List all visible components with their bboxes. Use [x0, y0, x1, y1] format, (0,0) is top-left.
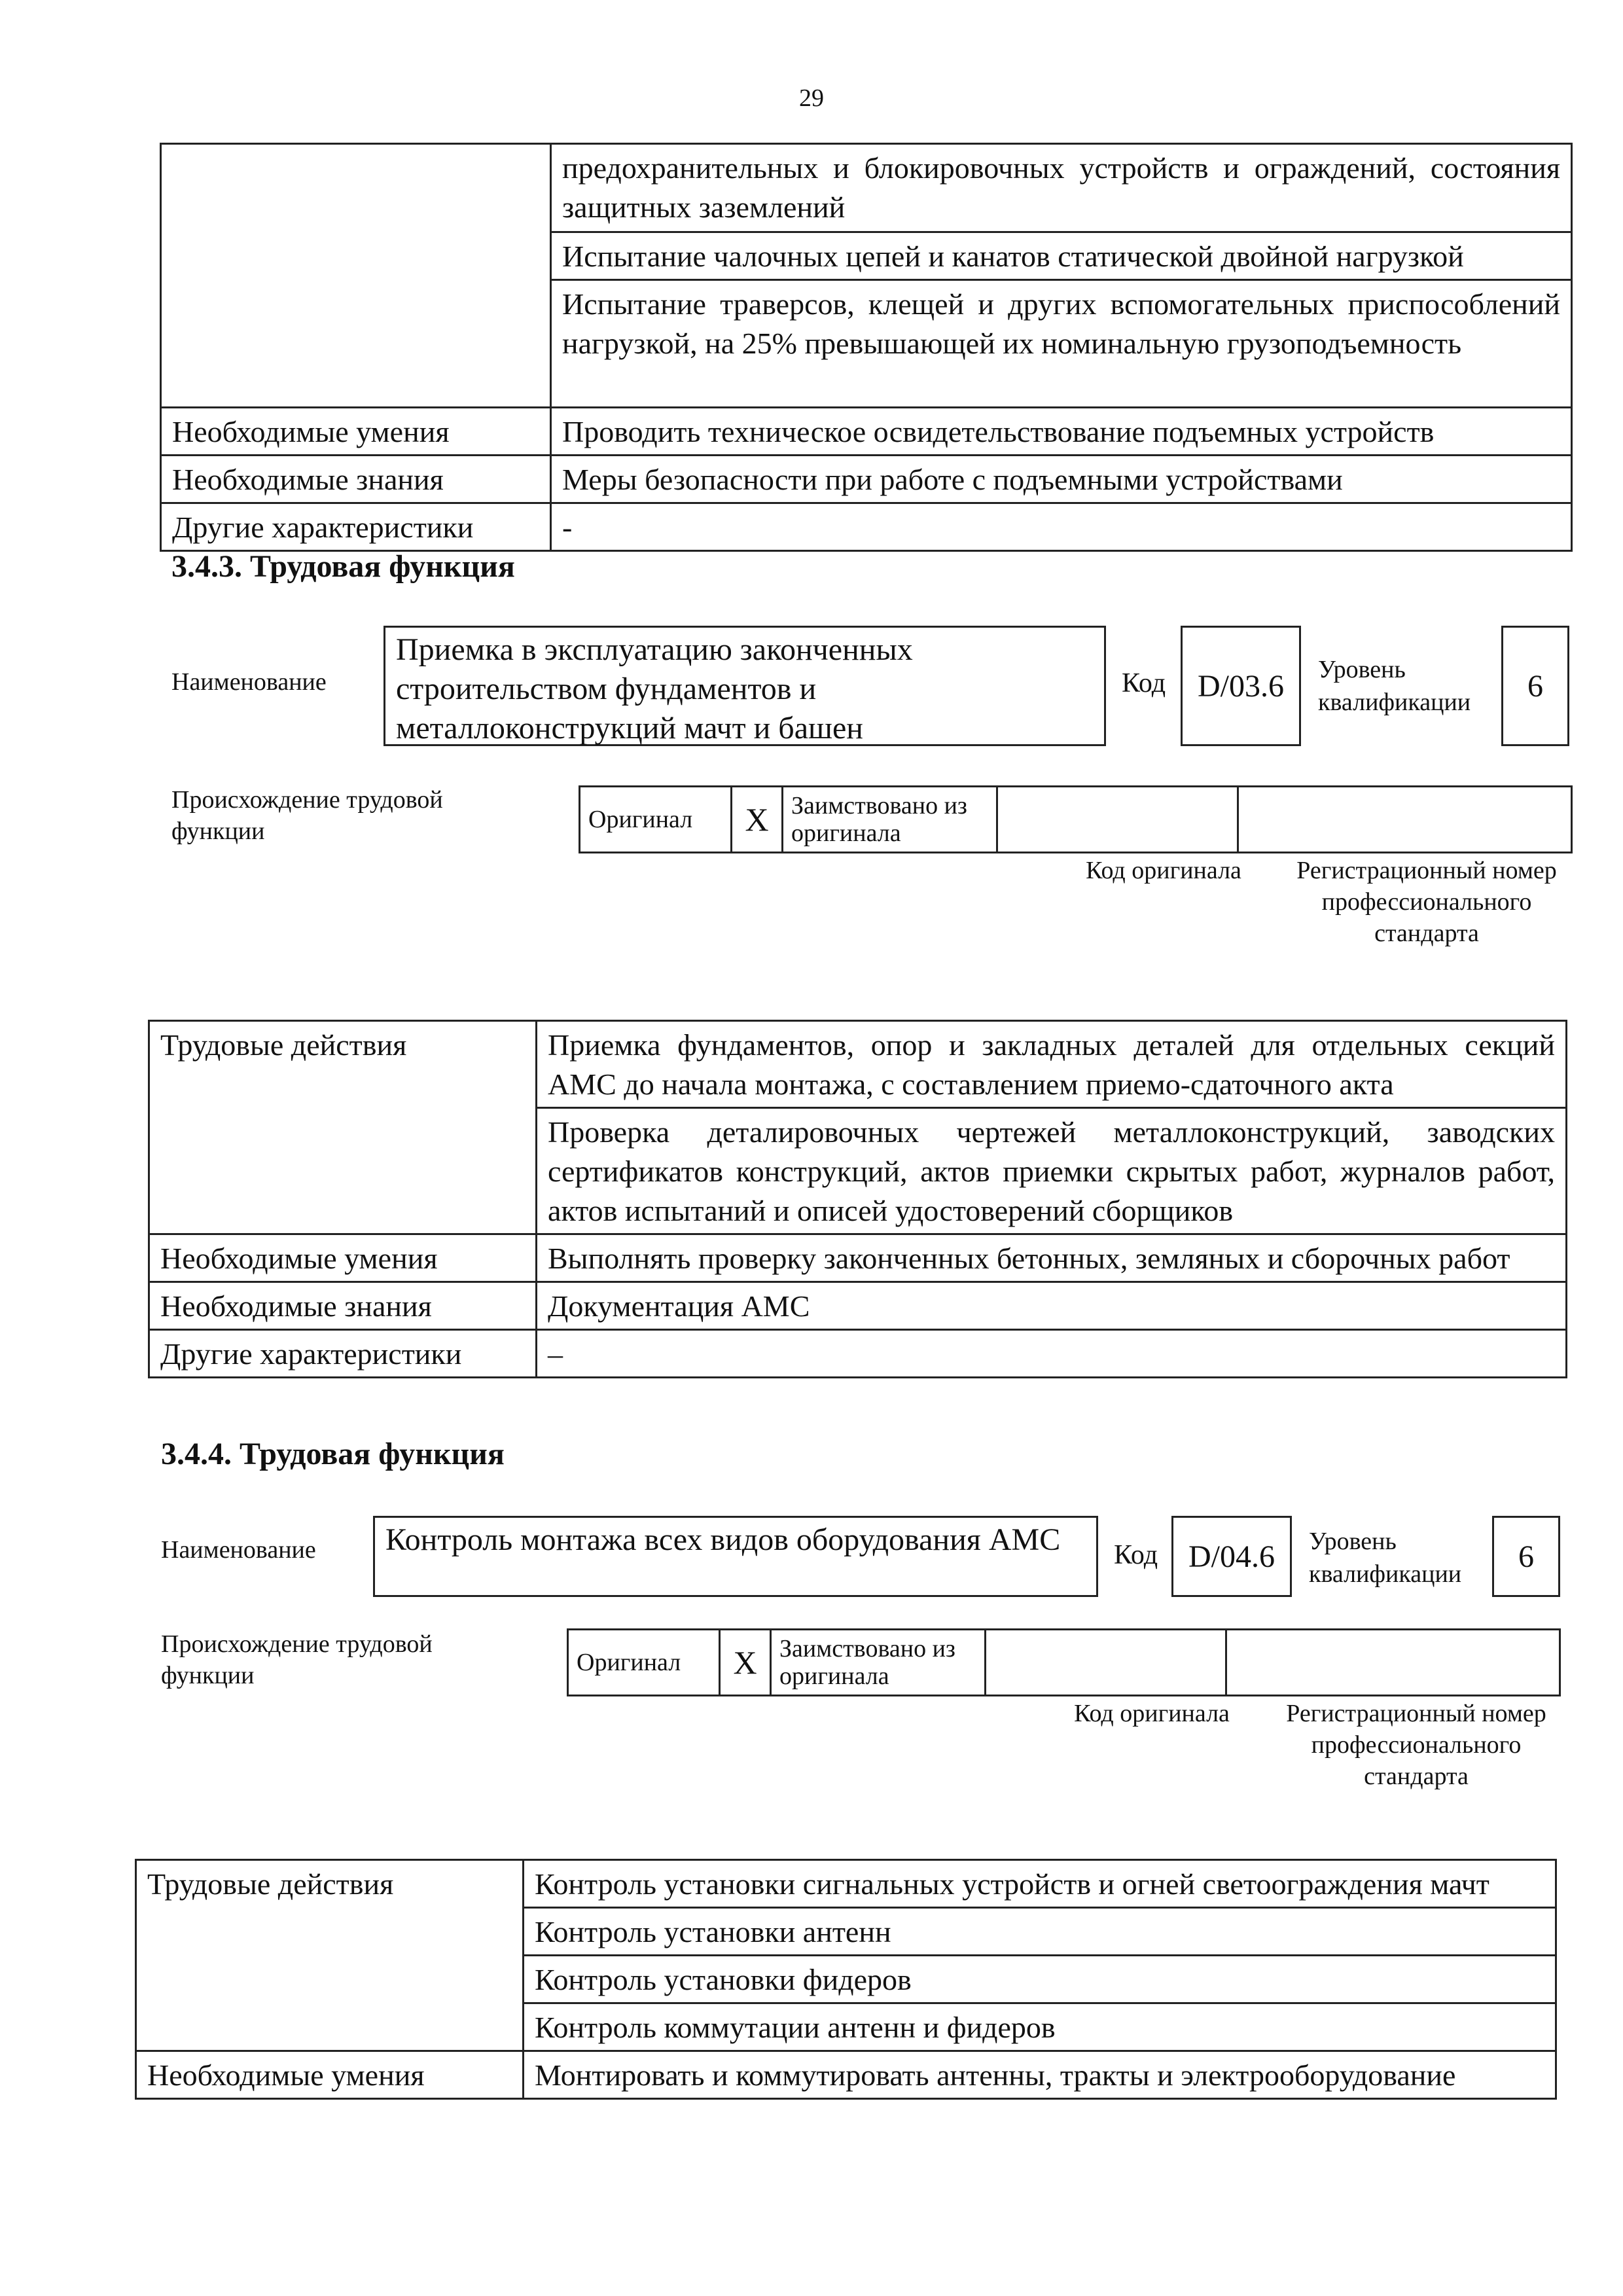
name-label: Наименование [161, 1536, 316, 1564]
table-row [136, 2051, 1556, 2099]
origin-borrowed-cell: Заимствовано из оригинала [783, 787, 997, 853]
table-row [161, 503, 1572, 551]
function-code-box: D/03.6 [1181, 626, 1301, 746]
table-cell-right: – [537, 1330, 1567, 1378]
table-cell-right: Контроль установки сигнальных устройств и огней светоограждения мачт [524, 1860, 1556, 1908]
table-cell-right: Контроль установки фидеров [524, 1956, 1556, 2003]
table-row [136, 1860, 1556, 1908]
name-label: Наименование [171, 668, 327, 696]
original-code-cell [986, 1630, 1226, 1696]
origin-table [579, 785, 1573, 853]
table-cell-left: Другие характеристики [161, 503, 551, 551]
qualification-level-box: 6 [1492, 1516, 1560, 1597]
original-code-caption: Код оригинала [1074, 1700, 1230, 1727]
function-table-3-4-3 [148, 1020, 1567, 1378]
qualification-level-box: 6 [1501, 626, 1569, 746]
table-cell-left: Необходимые умения [136, 2051, 524, 2099]
registration-number-cell [1226, 1630, 1560, 1696]
origin-label: Происхождение трудовой функции [161, 1630, 433, 1689]
table-cell-right: - [551, 503, 1572, 551]
section-heading-3-4-3: 3.4.3. Трудовая функция [171, 549, 515, 584]
level-label: Уровень квалификации [1318, 656, 1471, 716]
table-row [149, 1234, 1567, 1282]
registration-number-cell [1238, 787, 1572, 853]
origin-label: Происхождение трудовой функции [171, 786, 443, 845]
table-row [161, 456, 1572, 503]
table-cell-right: Проверка деталировочных чертежей металлоконструкций, заводских сертификатов конструкций, актов приемки скрытых работ, журналов работ, актов испытаний и описей удостоверений сборщиков [537, 1108, 1567, 1234]
table-cell-left: Необходимые знания [161, 456, 551, 503]
registration-number-caption: Регистрационный номер профессионального стандарта [1286, 1700, 1546, 1790]
function-name-box: Контроль монтажа всех видов оборудования АМС [373, 1516, 1098, 1597]
table-row [149, 1021, 1567, 1108]
table-cell-left: Необходимые умения [149, 1234, 537, 1282]
table-cell-left: Трудовые действия [136, 1860, 524, 2051]
table-cell-left: Трудовые действия [149, 1021, 537, 1234]
registration-number-caption: Регистрационный номер профессионального стандарта [1296, 857, 1557, 947]
table-row [161, 144, 1572, 232]
level-label: Уровень квалификации [1309, 1528, 1462, 1588]
table-cell-right: Меры безопасности при работе с подъемными устройствами [551, 456, 1572, 503]
origin-original-cell: Оригинал [580, 787, 732, 853]
table-cell-right: Испытание чалочных цепей и канатов статической двойной нагрузкой [551, 232, 1572, 280]
table-cell-right: Испытание траверсов, клещей и других вспомогательных приспособлений нагрузкой, на 25% превышающей их номинальную грузоподъемность [551, 280, 1572, 408]
table-cell-right: Монтировать и коммутировать антенны, тракты и электрооборудование [524, 2051, 1556, 2099]
code-label: Код [1114, 1540, 1158, 1570]
page-number: 29 [799, 84, 824, 112]
origin-original-cell: Оригинал [568, 1630, 720, 1696]
table-row [149, 1282, 1567, 1330]
function-table-3-4-4 [135, 1859, 1557, 2100]
table-cell-right: предохранительных и блокировочных устройств и ограждений, состояния защитных заземлений [551, 144, 1572, 232]
function-name-box: Приемка в эксплуатацию законченных строительством фундаментов и металлоконструкций мачт и башен [383, 626, 1106, 746]
table-cell-right: Приемка фундаментов, опор и закладных деталей для отдельных секций АМС до начала монтажа, с составлением приемо-сдаточного акта [537, 1021, 1567, 1108]
table-cell-right: Контроль коммутации антенн и фидеров [524, 2003, 1556, 2051]
table-cell-left [161, 144, 551, 408]
origin-mark-cell: X [732, 787, 783, 853]
code-label: Код [1122, 668, 1166, 698]
original-code-cell [997, 787, 1238, 853]
table-cell-left: Необходимые умения [161, 408, 551, 456]
table-row [149, 1330, 1567, 1378]
table-cell-left: Другие характеристики [149, 1330, 537, 1378]
table-cell-left: Необходимые знания [149, 1282, 537, 1330]
origin-borrowed-cell: Заимствовано из оригинала [771, 1630, 986, 1696]
origin-mark-cell: X [720, 1630, 771, 1696]
function-code-box: D/04.6 [1171, 1516, 1292, 1597]
original-code-caption: Код оригинала [1086, 857, 1241, 884]
table-row [161, 408, 1572, 456]
continuation-table [160, 143, 1573, 552]
origin-table [567, 1628, 1561, 1696]
table-cell-right: Документация АМС [537, 1282, 1567, 1330]
table-cell-right: Контроль установки антенн [524, 1908, 1556, 1956]
section-heading-3-4-4: 3.4.4. Трудовая функция [161, 1437, 505, 1471]
table-cell-right: Выполнять проверку законченных бетонных, земляных и сборочных работ [537, 1234, 1567, 1282]
table-cell-right: Проводить техническое освидетельствование подъемных устройств [551, 408, 1572, 456]
